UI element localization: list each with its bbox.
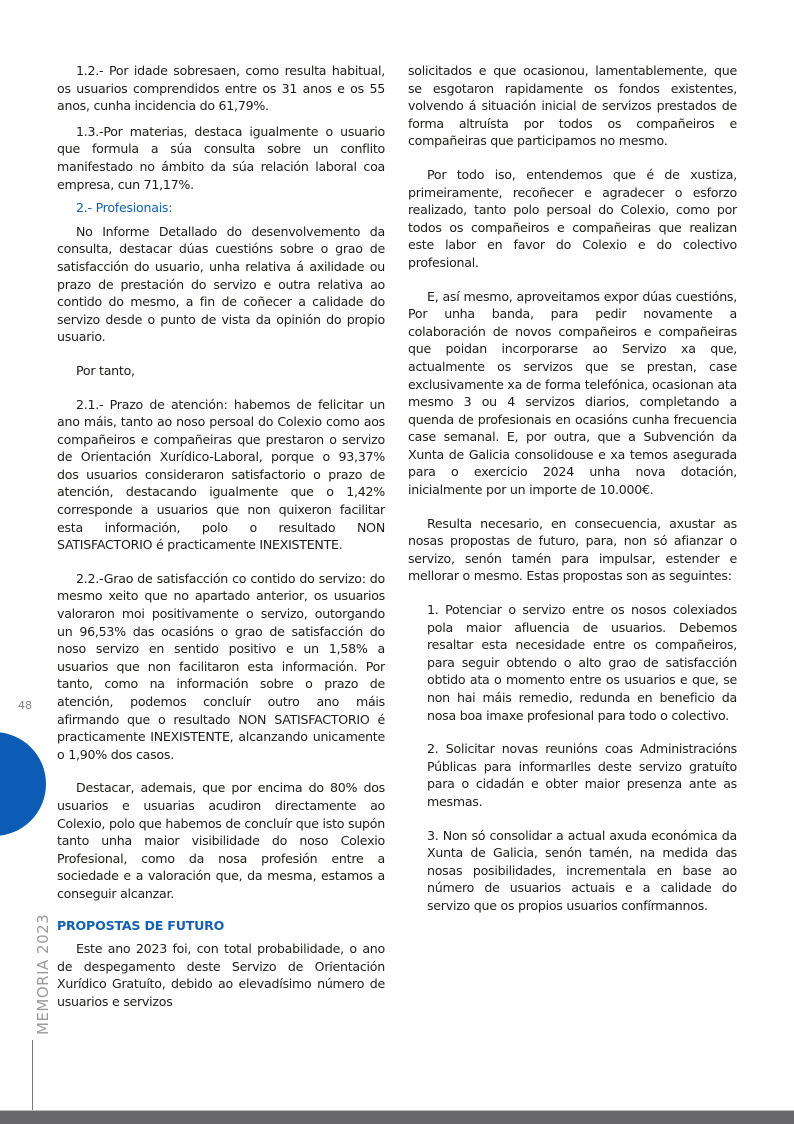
paragraph-year-2023: Este ano 2023 foi, con total probabilidade, o ano de despegamento deste Servizo de Orientación Xurídico Gratuíto, debido ao elevadísimo número de usuarios e servizos xyxy=(57,941,385,1009)
paragraph-response-time: 2.1.- Prazo de atención: habemos de felicitar un ano máis, tanto ao noso persoal do Colexio como aos compañeiros e compañeiras que prestaron o servizo de Orientación Xurídico-Laboral, porque o 93,37% dos usuarios consideraron satisfactorio o prazo de atención, destacando igualmente que o 1,42% corresponde a usuarios que non quixeron facilitar esta información, polo o resultado NON SATISFACTORIO é practicamente INEXISTENTE. xyxy=(57,396,385,553)
proposal-item-2: 2. Solicitar novas reunións coas Administracións Públicas para informarlles deste servizo gratuíto para o cidadán e obter maior presenza ante as mesmas. xyxy=(427,741,737,809)
left-column xyxy=(57,62,385,1011)
proposal-item-3: 3. Non só consolidar a actual axuda económica da Xunta de Galicia, senón tamén, na medida das nosas posibilidades, incrementala en base ao número de usuarios actuais e a calidade do servizo que os propios usuarios confírmannos. xyxy=(427,827,737,913)
footer-bar xyxy=(0,1110,794,1124)
side-label-memoria: MEMORIA 2023 xyxy=(34,913,52,1035)
paragraph-two-issues: E, así mesmo, aproveitamos expor dúas cuestións, Por unha banda, para pedir novamente a colaboración de novos compañeiros e compañeiras que poidan incorporarse ao Servizo xa que, actualmente os servizos que se prestan, case exclusivamente xa de forma telefónica, ocasionan ata mesmo 3 ou 4 servizos diarios, completando a quenda de profesionais en ocasións cunha frecuencia case semanal. E, por outra, que a Subvención da Xunta de Galicia consolidouse e xa temos asegurada para o exercicio 2024 unha nova dotación, inicialmente por un importe de 10.000€. xyxy=(408,288,737,498)
page-number: 48 xyxy=(18,699,32,712)
paragraph-acknowledgement: Por todo iso, entendemos que é de xustiza, primeiramente, recoñecer e agradecer o esforzo realizado, tanto polo persoal do Colexio, como por todos os compañeiros e compañeiras que realizan este labor en favor do Colexio e do colectivo profesional. xyxy=(408,166,737,270)
paragraph-continued: solicitados e que ocasionou, lamentablemente, que se esgotaron rapidamente os fondos existentes, volvendo á situación inicial de servizos prestados de forma altruísta por todos os compañeiros e compañeiras que participamos no mesmo. xyxy=(408,63,737,149)
paragraph-adjust-proposals: Resulta necesario, en consecuencia, axustar as nosas propostas de futuro, para, non só afianzar o servizo, senón tamén para impulsar, estender e mellorar o mesmo. Estas propostas son as seguintes: xyxy=(408,515,737,584)
side-vertical-rule xyxy=(32,1040,33,1110)
subheading-professionals: 2.- Profesionais: xyxy=(76,200,173,216)
section-title-proposals: PROPOSTAS DE FUTURO xyxy=(57,917,225,933)
paragraph-age: 1.2.- Por idade sobresaen, como resulta habitual, os usuarios comprendidos entre os 31 anos e os 55 anos, cunha incidencia do 61,79%. xyxy=(57,63,385,114)
paragraph-subjects: 1.3.-Por materias, destaca igualmente o usuario que formula a súa consulta sobre un conflito manifestado no ámbito da súa relación laboral coa empresa, cun 71,17%. xyxy=(57,123,385,192)
proposal-item-1: 1. Potenciar o servizo entre os nosos colexiados pola maior afluencia de usuarios. Debemos resaltar esta necesidade entre os compañeiros, para seguir obtendo o alto grao de satisfacción obtido ata o momento entre os usuarios e que, se non hai máis remedio, redunda en beneficio da nosa boa imaxe profesional para todo o colectivo. xyxy=(427,602,737,723)
paragraph-satisfaction: 2.2.-Grao de satisfacción co contido do servizo: do mesmo xeito que no apartado anterior, os usuarios valoraron moi positivamente o servizo, outorgando un 96,53% das ocasións o grao de satisfacción do noso servizo en sentido positivo e un 1,58% a usuarios que non facilitaron esta información. Por tanto, como na información sobre o prazo de atención, podemos concluír outro ano máis afirmando que o resultado NON SATISFACTORIO é practicamente INEXISTENTE, alcanzando unicamente o 1,90% dos casos. xyxy=(57,570,385,762)
paragraph-report: No Informe Detallado do desenvolvemento da consulta, destacar dúas cuestións sobre o grao de satisfacción do usuario, unha relativa á axilidade ou prazo de prestación do servizo e outra relativa ao contido do mesmo, a fin de coñecer a calidade do servizo desde o punto de vista da opinión do propio usuario. xyxy=(57,223,385,345)
right-column xyxy=(408,62,737,915)
paragraph-therefore: Por tanto, xyxy=(76,362,135,378)
paragraph-visibility: Destacar, ademais, que por encima do 80% dos usuarios e usuarias acudiron directamente ao Colexio, polo que habemos de concluír que isto supón tanto unha maior visibilidade do noso Colexio Profesional, como da nosa profesión entre a sociedade e a valoración que, da mesma, estamos a conseguir alcanzar. xyxy=(57,780,385,901)
decorative-blue-disc xyxy=(0,732,46,836)
